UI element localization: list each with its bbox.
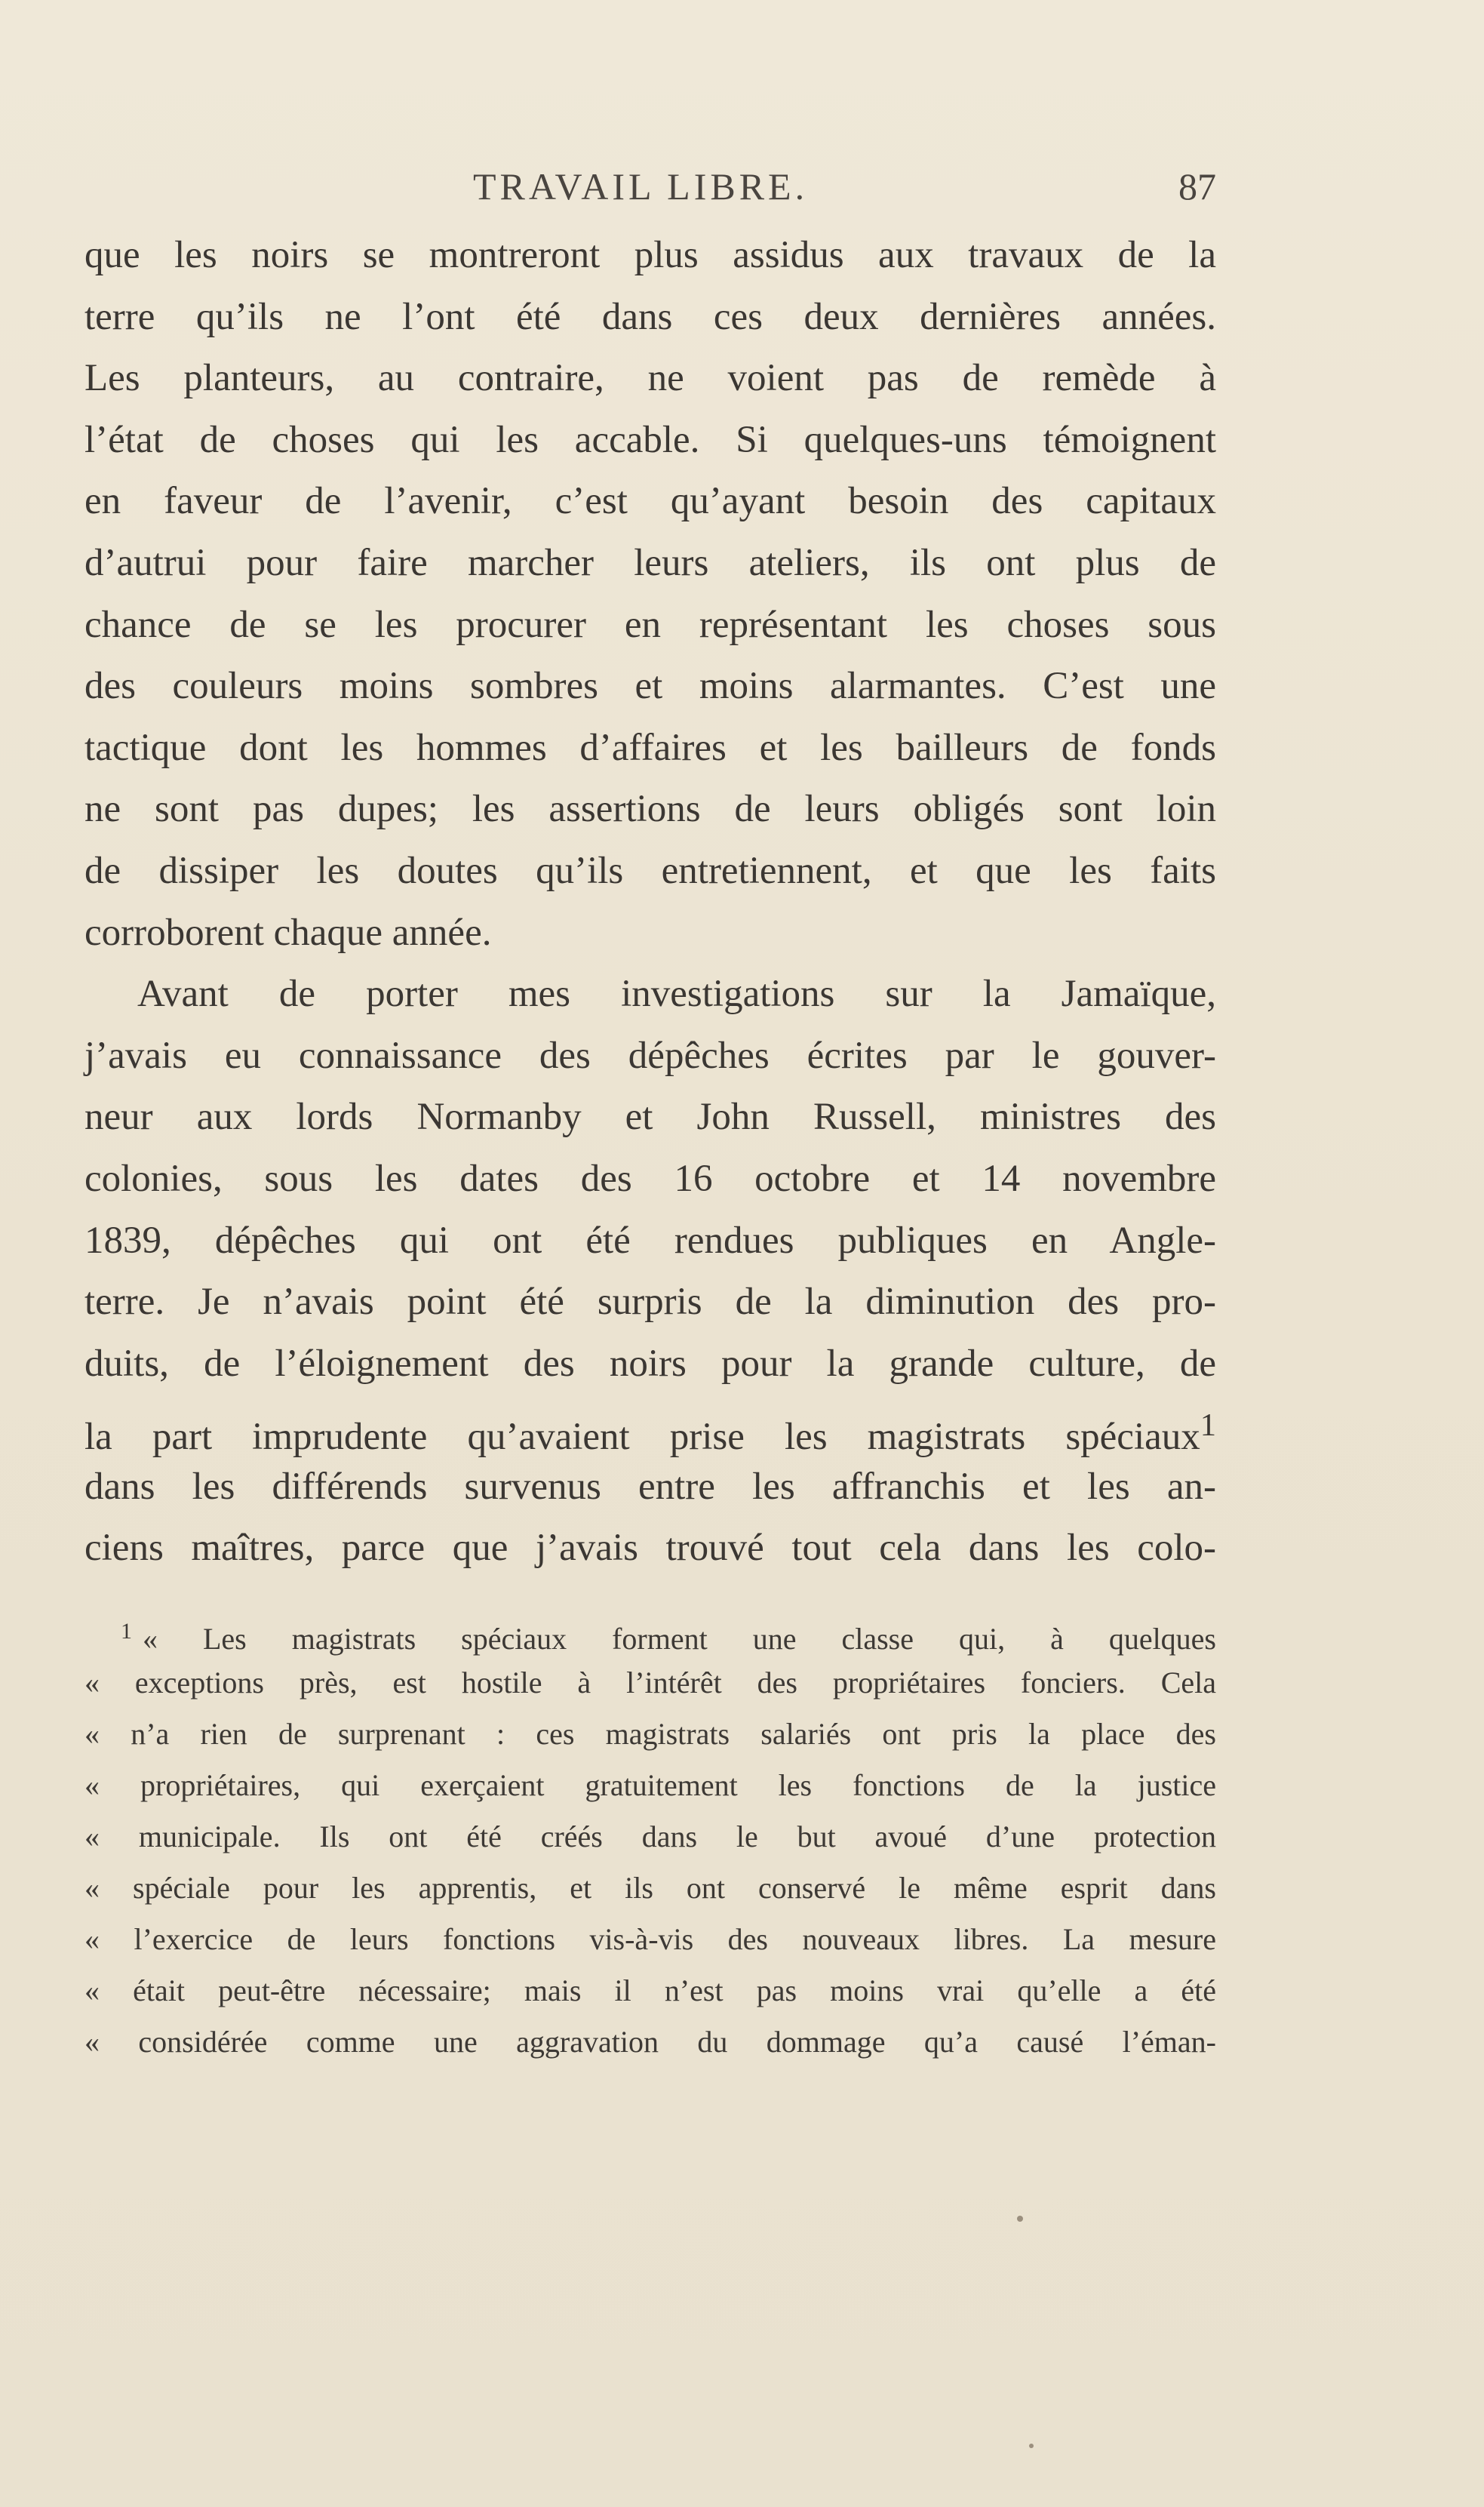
text-line: de dissiper les doutes qu’ils entretiennent, et que les faits [84,849,1216,892]
text-line: ciens maîtres, parce que j’avais trouvé tout cela dans les colo- [84,1527,1216,1570]
paper-speck [1029,2444,1034,2448]
text-line: Les planteurs, au contraire, ne voient pas de remède à [84,357,1216,400]
text-line: des couleurs moins sombres et moins alarmantes. C’est une [84,665,1216,708]
footnote-line: « n’a rien de surprenant : ces magistrats salariés ont pris la place des [84,1717,1216,1751]
text-line-content: la part imprudente qu’avaient prise les magistrats spéciaux [84,1416,1200,1459]
text-line: Avant de porter mes investigations sur la Jamaïque, [137,973,1216,1016]
text-line: en faveur de l’avenir, c’est qu’ayant besoin des capitaux [84,480,1216,523]
footnote-line: « spéciale pour les apprentis, et ils ont conservé le même esprit dans [84,1871,1216,1905]
text-line [84,1395,1216,1457]
footnote-line: « propriétaires, qui exerçaient gratuitement les fonctions de la justice [84,1768,1216,1802]
text-line: chance de se les procurer en représentant les choses sous [84,603,1216,646]
paper-speck [1017,2216,1023,2222]
footnote-line: « l’exercice de leurs fonctions vis-à-vis des nouveaux libres. La mesure [84,1922,1216,1956]
paragraph [84,225,1216,964]
text-line: neur aux lords Normanby et John Russell, ministres des [84,1096,1216,1139]
text-line: 1839, dépêches qui ont été rendues publiques en Angle- [84,1219,1216,1262]
text-line: que les noirs se montreront plus assidus aux travaux de la [84,234,1216,276]
footnote-line: « considérée comme une aggravation du dommage qu’a causé l’éman- [84,2025,1216,2059]
footnote [84,1606,1216,2068]
footnote-line: « municipale. Ils ont été créés dans le but avoué d’une protection [84,1819,1216,1853]
footnote-ref[interactable]: 1 [1200,1407,1216,1444]
footnote-line-text: « Les magistrats spéciaux forment une classe qui, à quelques [143,1622,1216,1656]
text-line: j’avais eu connaissance des dépêches écrites par le gouver- [84,1034,1216,1077]
text-line: d’autrui pour faire marcher leurs ateliers, ils ont plus de [84,541,1216,584]
main-text [84,225,1216,1580]
text-line: terre qu’ils ne l’ont été dans ces deux dernières années. [84,295,1216,338]
footnote-line: « exceptions près, est hostile à l’intérêt des propriétaires fonciers. Cela [84,1666,1216,1700]
running-header [84,165,1216,210]
footnote-line [84,1606,1216,1657]
paragraph [84,964,1216,1580]
text-line: l’état de choses qui les accable. Si quelques-uns témoignent [84,418,1216,461]
text-line: tactique dont les hommes d’affaires et les bailleurs de fonds [84,726,1216,769]
page-number: 87 [1178,165,1216,208]
text-line: colonies, sous les dates des 16 octobre et 14 novembre [84,1157,1216,1200]
footnote-line: « était peut-être nécessaire; mais il n’est pas moins vrai qu’elle a été [84,1973,1216,2007]
text-line: dans les différends survenus entre les affranchis et les an- [84,1465,1216,1508]
text-line: corroborent chaque année. [84,911,492,954]
footnote-number: 1 [121,1619,132,1644]
running-title: TRAVAIL LIBRE. [473,165,809,208]
text-line: terre. Je n’avais point été surpris de la diminution des pro- [84,1281,1216,1324]
text-line: duits, de l’éloignement des noirs pour la grande culture, de [84,1342,1216,1385]
text-line: ne sont pas dupes; les assertions de leurs obligés sont loin [84,788,1216,831]
